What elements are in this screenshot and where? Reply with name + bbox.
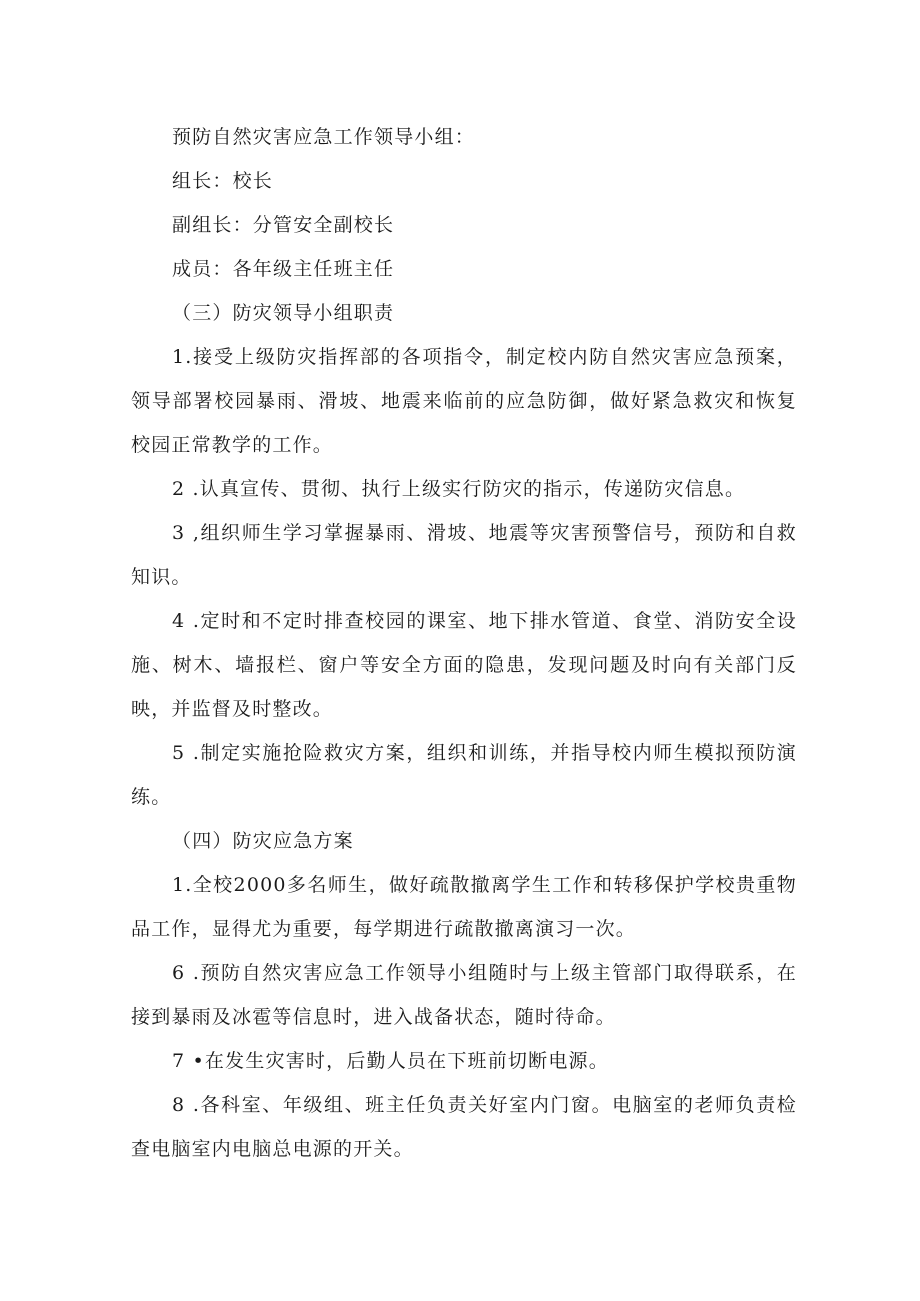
section-3-item-1: 1.接受上级防灾指挥部的各项指令，制定校内防自然灾害应急预案，领导部署校园暴雨、滑坡、地震来临前的应急防御，做好紧急救灾和恢复校园正常教学的工作。 [131,346,797,456]
group-leader-line: 组长：校长 [172,170,274,192]
document-body [131,115,797,1171]
section-4-item-1: 1.全校2000多名师生，做好疏散撤离学生工作和转移保护学校贵重物品工作，显得尤为重要，每学期进行疏散撤离演习一次。 [131,874,797,940]
section-4-heading: （四）防灾应急方案 [172,830,354,852]
deputy-leader-line: 副组长：分管安全副校长 [172,214,395,236]
section-4-item-7: 7 •在发生灾害时，后勤人员在下班前切断电源。 [172,1050,609,1072]
section-3-heading: （三）防灾领导小组职责 [172,302,395,324]
section-3-item-5: 5 .制定实施抢险救灾方案，组织和训练，并指导校内师生模拟预防演练。 [131,742,797,808]
section-4-item-6: 6 .预防自然灾害应急工作领导小组随时与上级主管部门取得联系，在接到暴雨及冰雹等信息时，进入战备状态，随时待命。 [131,962,797,1028]
section-3-item-3: 3 ,组织师生学习掌握暴雨、滑坡、地震等灾害预警信号，预防和自救知识。 [131,522,797,588]
members-line: 成员：各年级主任班主任 [172,258,395,280]
section-3-item-2: 2 .认真宣传、贯彻、执行上级实行防灾的指示，传递防灾信息。 [172,478,746,500]
leadership-group-title: 预防自然灾害应急工作领导小组： [172,126,476,148]
section-4-item-8: 8 .各科室、年级组、班主任负责关好室内门窗。电脑室的老师负责检查电脑室内电脑总电源的开关。 [131,1094,797,1160]
section-3-item-4: 4 .定时和不定时排查校园的课室、地下排水管道、食堂、消防安全设施、树木、墙报栏、窗户等安全方面的隐患，发现问题及时向有关部门反映，并监督及时整改。 [131,610,797,720]
